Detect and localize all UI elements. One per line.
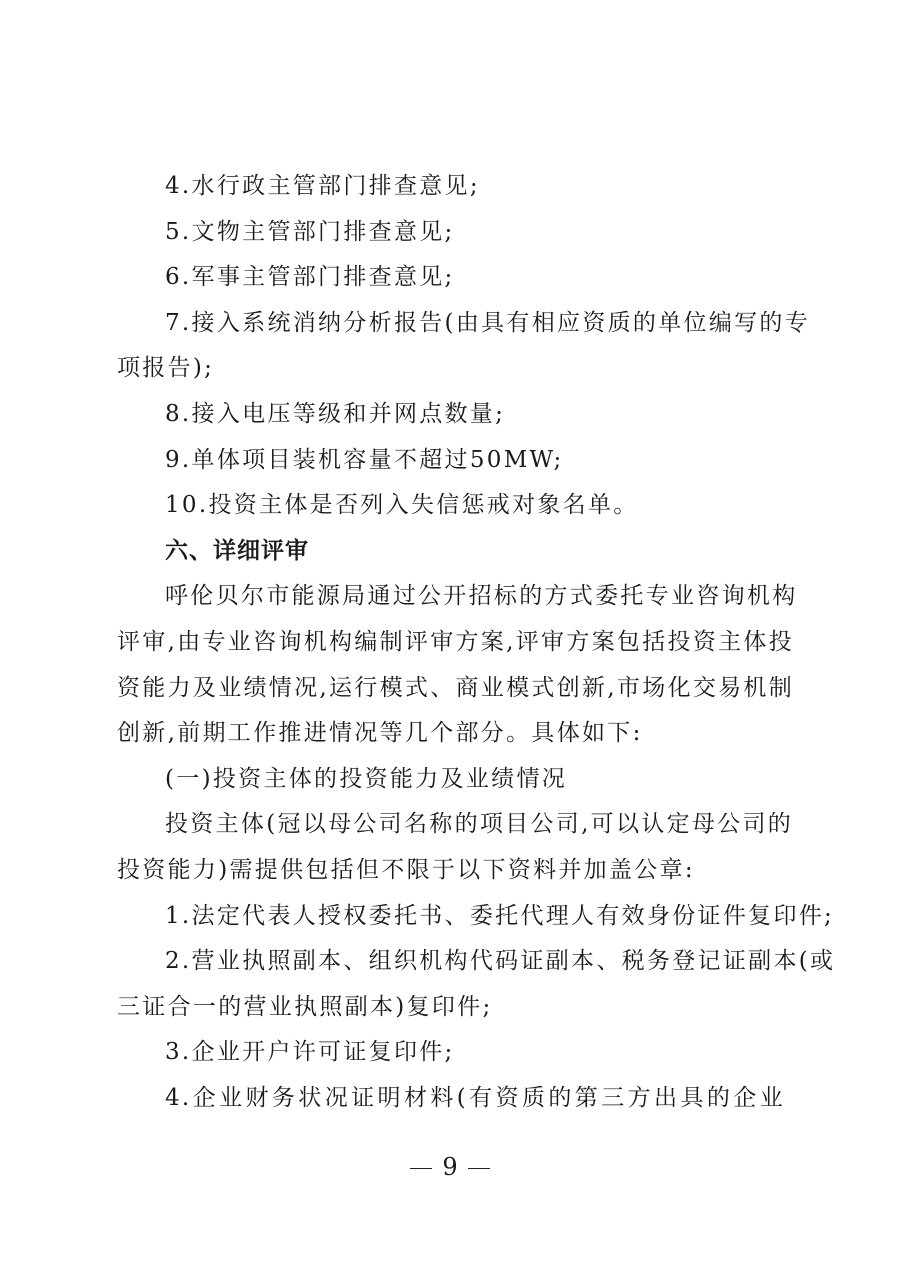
list-item-4b: 4.企业财务状况证明材料(有资质的第三方出具的企业 [165,1084,785,1111]
paragraph-line: 评审,由专业咨询机构编制评审方案,评审方案包括投资主体投 [117,628,795,655]
list-item-6: 6.军事主管部门排查意见; [165,264,455,291]
paragraph-line: 创新,前期工作推进情况等几个部分。具体如下: [117,720,643,747]
list-item-1: 1.法定代表人授权委托书、委托代理人有效身份证件复印件; [165,902,835,929]
list-item-2-continued: 三证合一的营业执照副本)复印件; [117,993,493,1020]
dash-right-icon [468,1168,490,1170]
paragraph-line: 投资能力)需提供包括但不限于以下资料并加盖公章: [117,856,695,883]
subsection-heading: (一)投资主体的投资能力及业绩情况 [165,765,568,792]
list-item-5: 5.文物主管部门排查意见; [165,218,455,245]
paragraph-line: 投资主体(冠以母公司名称的项目公司,可以认定母公司的 [165,811,794,838]
page-footer [0,1153,900,1181]
list-item-10: 10.投资主体是否列入失信惩戒对象名单。 [165,492,639,519]
list-item-9: 9.单体项目装机容量不超过50MW; [165,446,564,473]
dash-left-icon [410,1168,432,1170]
list-item-4: 4.水行政主管部门排查意见; [165,173,480,199]
list-item-7: 7.接入系统消纳分析报告(由具有相应资质的单位编写的专 [165,309,811,336]
list-item-8: 8.接入电压等级和并网点数量; [165,400,506,427]
section-heading: 六、详细评审 [165,537,309,564]
list-item-3: 3.企业开户许可证复印件; [165,1039,455,1066]
paragraph-line: 呼伦贝尔市能源局通过公开招标的方式委托专业咨询机构 [165,583,798,610]
page-number: 9 [442,1153,458,1181]
list-item-7-continued: 项报告); [117,355,215,382]
paragraph-line: 资能力及业绩情况,运行模式、商业模式创新,市场化交易机制 [117,674,795,701]
document-page [117,168,836,1125]
list-item-2: 2.营业执照副本、组织机构代码证副本、税务登记证副本(或 [165,948,836,975]
